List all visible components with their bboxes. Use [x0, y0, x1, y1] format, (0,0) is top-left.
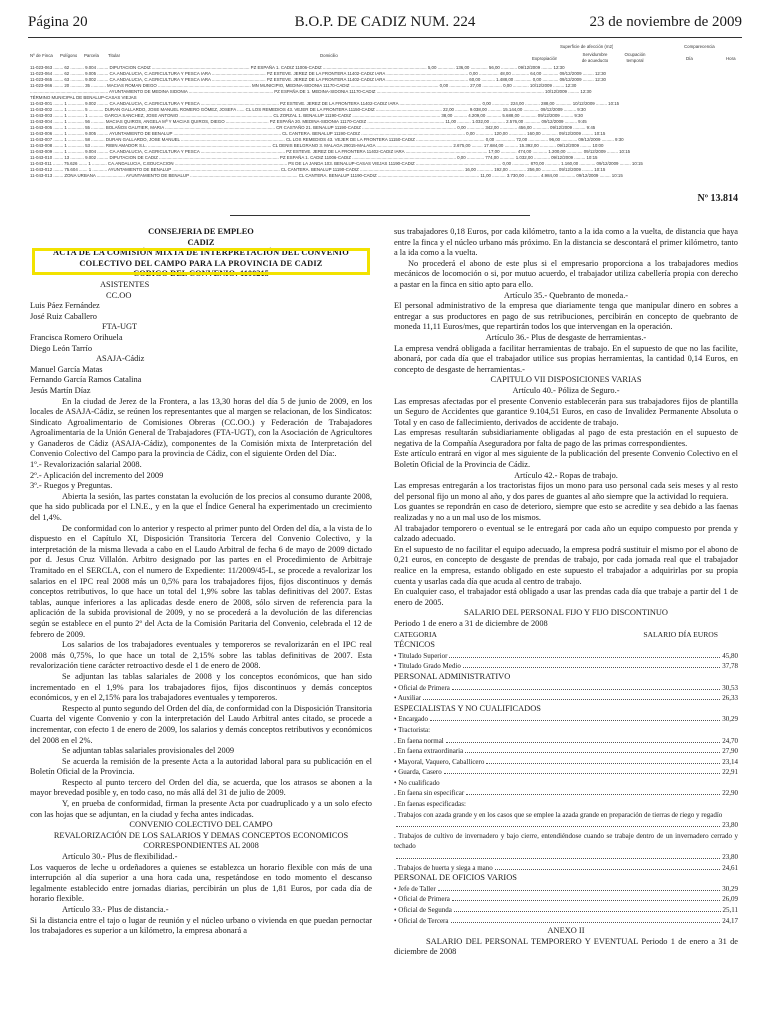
page-number: Página 20 — [28, 14, 88, 30]
table-row: 11-043-010 ........ 13 ........... 9.002 ......... DIPUTACION DE CADIZ .................................................................................................. PZ ESPAÑA 1. CADIZ 11006-CADIZ ..................................................................................... 0,00 .............. 774,00 ............ 1.032,00 ............. 09/12/2009 ......... 10:15 — [30, 155, 598, 160]
attendee: Fernando García Ramos Catalina — [30, 375, 142, 385]
paragraph: sus trabajadores 0,18 Euros, por cada kilómetro, tanto a la ida como a la vuelta, de distancia que haya entre la finca y el núcleo urbano más próximo. En la distancia se descontará el primer kilómetro, tanto a la ida como a la vuelta. — [394, 227, 738, 258]
table-row: 11-043-006 ........ 1 ............. 9.005 ......... AYUNTAMIENTO DE BENALUP ........................................................................................ CL CANTERA. BENALUP 11190-CADIZ ..................................................................................... 0,00 .............. 120,00 .............. 160,00 ............. 09/12/2009 ......... 10:15 — [30, 131, 606, 136]
table-row: 11-043-012 ........ 75.604 ....... 1 ............ AYUNTAMIENTO DE BENALUP ........................................................................................ CL CANTERA. BENALUP 11190-CADIZ ..................................................................................... 16,00 ............. 192,00 .............. 256,00 ............. 09/12/2009 ......... 10:15 — [30, 167, 606, 172]
salary-row: • Oficial de Primera 26,09 — [394, 895, 738, 904]
col-header: Parcela — [84, 53, 99, 58]
agenda-item: 3º.- Ruegos y Preguntas. — [30, 481, 113, 491]
paragraph: Los guantes se repondrán en caso de deterioro, siempre que esto se acredite y sea debido a las faenas realizadas y no a un mal uso de los mismos. — [394, 502, 738, 523]
agenda-item: 2º.- Aplicación del incremento del 2009 — [30, 470, 164, 480]
chapter-heading: CAPITULO VII DISPOSICIONES VARIAS — [490, 375, 642, 385]
salary-row: . En faena normal 24,70 — [394, 736, 738, 745]
attendee: Diego León Tarrío — [30, 343, 93, 353]
period-text: Periodo 1 de enero a 31 de diciembre de 2008 — [394, 618, 548, 628]
bulletin-date: 23 de noviembre de 2009 — [589, 14, 742, 30]
table-row: 11-043-002 ........ 1 ............. 5 ............ DURAN GALLARDO, JOSE MANUEL ROMERO GÓMEZ, JOSEFA ...... CL LOS REMEDIOS 43. VEJER DE LA FRONTERA 11150-CADIZ ...................................................... 22,00 ........... 9.038,00 ........... 15.144,00 ............. 09/12/2009 .......... 9:30 — [30, 107, 586, 112]
article-heading: Artículo 36.- Plus de desgaste de herramientas.- — [485, 332, 647, 342]
salary-row: . Trabajos de huerta y siega a mano 24,61 — [394, 863, 738, 872]
col-header: Hora — [726, 56, 736, 61]
table-row: 11-043-003 ........ 1 ............. 1 ............ GARCIA SANCHEZ, JOSE ANTONIO ............................................................................ CL ZORZAL 1. BENALUP 11190-CADIZ ........................................................................ 38,00 ........... 4.209,00 ............ 5.688,00 ............. 09/12/2009 .......... 9:30 — [30, 113, 583, 118]
subcategory: . En faenas especificadas: — [394, 800, 466, 809]
paragraph: En la ciudad de Jerez de la Frontera, a las 13,30 horas del día 5 de junio de 2009, en los locales de ASAJA-Cádiz, se reúnen los representantes que al margen se relacionan, de los Sindicatos: Sindicato Agroalimentario de Comisiones Obreras (CC.OO.) y Federación de Trabajadores Agroalimentaria de la Unión General de Trabajadores (FTA-UGT), con la Asociación de Agricultores y Ganaderos de Cádiz (ASAJA-Cádiz), componentes de la Comisión mixta de Interpretación del Convenio Colectivo del Campo para la provincia de Cádiz, con el siguiente Orden del Día:. — [30, 396, 372, 459]
paragraph: Respecto al punto segundo del Orden del día, de conformidad con la Disposición Transitoria Cuarta del vigente Convenio y con la interpretación del Laudo Arbitral antes citado, se procede a incrementar, con efecto 1 de enero de 2009, los salarios y demás conceptos retributivos y económicos del 2008 en el 2%. — [30, 703, 372, 745]
col-header: Servidumbre de acueducto — [581, 52, 609, 64]
right-column — [394, 227, 738, 958]
article-heading: Artículo 35.- Quebranto de moneda.- — [503, 290, 629, 300]
header-rule — [28, 37, 742, 38]
category-header: CATEGORIA — [394, 629, 438, 639]
salary-row: • Auxiliar 26,33 — [394, 694, 738, 703]
table-row: 11-043-005 ........ 1 ............. 55 ........... BOLAÑOS GAUTIER, MARIA .......................................................................................... CR CASTAÑO 21. BENALUP 11190-CADIZ ............................................................................. 0,00 .............. 342,00 .............. 456,00 ............. 09/12/2009 .......... 9:45 — [30, 125, 596, 130]
acta-title-2: COLECTIVO DEL CAMPO PARA LA PROVINCIA DE CADIZ — [79, 258, 323, 268]
salary-row: 23,80 — [394, 820, 738, 831]
table-row: 11-043-013 ........ ZONA URBANA ....................... AYUNTAMIENTO DE BENALUP ........................................................................................ CL CANTERA. BENALUP 11190-CADIZ ................................................................................... 11,00 ........... 3.730,00 ............ 4.984,00 ............. 09/12/2009 ......... 10:15 — [30, 173, 623, 178]
table-row: 11-043-004 ........ 1 ............. 56 ........... MACIAS QUIROS, ANGELA Mª Y MACIAS QUIROS, DIEGO ................................... PZ ESPAÑA 20. MEDINA-SIDONIA 11170-CADIZ ............................................................... 11,00 ........... 1.032,00 ............ 2.576,00 ............. 09/12/2009 .......... 9:45 — [30, 119, 587, 124]
paragraph: Abierta la sesión, las partes constatan la evolución de los precios al consumo durante 2008, que ha sido publicada por el I.N.E., y en la que el Índice General ha experimentado un crecimiento del 1,4%. — [30, 491, 372, 523]
table-row: 11-023-064 ........ 62 ........... 9.005 ......... CA.ANDALUCIA, C.AGRICULTURA Y PESCA IARA ............................................ PZ ESTEVE. JEREZ DE LA FRONTERA 11402-CADIZ IARA ................................................................... 0,00 ................ 48,00 .............. 64,00 ............. 09/12/2009 ......... 12:30 — [30, 71, 606, 76]
col-header: Ocupación temporal — [624, 52, 646, 64]
salary-heading: SALARIO DEL PERSONAL FIJO Y FIJO DISCONTINUO — [464, 608, 668, 618]
article-heading: Artículo 33.- Plus de distancia.- — [62, 905, 169, 914]
paragraph: El personal administrativo de la empresa que diariamente tenga que manipular dinero en sobres a entregar a sus productores en pago de sus retribuciones, percibirán en concepto de quebranto de moneda 11,11 Euros/mes, que repartirán todos los que intervengan en la operación. — [394, 301, 738, 332]
section-separator — [230, 215, 530, 216]
table-row: 11-043-007 ........ 1 ............. 58 ........... DURAN GALLARDO, JOSE MANUEL ..................................................................................... CL LOS REMEDIOS 43. VEJER DE LA FRONTERA 11150-CADIZ ........................................................ 0,00 ................ 72,00 ................ 96,00 ............. 09/12/2009 .......... 9:30 — [30, 137, 624, 142]
col-header: Polígono — [60, 53, 78, 58]
paragraph: Las empresas entregarán a los tractoristas fijos un mono para uso personal cada seis meses y al resto del personal fijo un mono al año, y dos pares de guantes al año siempre que la actividad lo requiera. — [394, 481, 738, 501]
announcement-number: Nº 13.814 — [697, 193, 738, 204]
salary-row: • Titulado Superior 45,80 — [394, 651, 738, 660]
table-row: 11-043-011 ........ 75.626 ....... 1 ............ CA.ANDALUCIA, C.EDUCACION ............................................................................................ PS DE LA JANDA 103. BENALUP-CASAS VIEJAS 11190-CADIZ ...................................................................... 0,00 .............. 870,00 ............ 1.160,00 ............. 09/12/2009 ......... 10:15 — [30, 161, 643, 166]
subcategory: • No cualificado — [394, 778, 440, 787]
union-name: ASAJA-Cádiz — [96, 354, 145, 364]
category-group: TÉCNICOS — [394, 640, 435, 650]
col-header: Día — [686, 56, 693, 61]
salary-row-desc: . Trabajos de cultivo de invernadero y bajo cierre, entendiéndose cuando se trabaje dentro de un invernadero cerrado y techado — [394, 831, 738, 851]
category-group: PERSONAL ADMINISTRATIVO — [394, 671, 511, 681]
paragraph: Los salarios de los trabajadores eventuales y temporeros se revalorizarán en el IPC real 2008 más 0,75%, lo que hace un total de 2,15% sobre las tablas definitivas de 2007. Esta revalorización tiene carácter retroactivo desde el 1 de enero de 2008. — [30, 640, 372, 671]
table-group-header: Superficie de afección (m2) — [560, 44, 614, 49]
paragraph: De conformidad con lo anterior y respecto al primer punto del Orden del día, a la vista de lo dispuesto en el Capítulo XI, Disposición Transitoria Tercera del Convenio Colectivo, y la interpretación de la misma llevada a cabo en el Laudo Arbitral de fecha 6 de mayo de 2009 dictado por d. Jesus Cruz Villalón. Arbitro designado por las partes en el Procedimiento de Arbitraje Tramitado en el SERCLA, con el numero de Expediente: 11/2009/45-L, se procede a revalorizar los salarios en el IPC real 2008 más un 0,5% para los trabajadores fijos, fijos discontinuos y demás conceptos retributivos, lo que hace un total del 1,9% sobre las tablas definitivas del 2007. Estas tablas, aunque inferiores a las aplicadas desde enero de 2008, sólo sirven de referencia para la aplicación de la subida provisional de 2009, y no se procederá a la devolución de las diferencias según se establece en el punto 2º del Acta de la Comisión Paritaria del Convenio, celebrada el 12 de febrero de 2009. — [30, 523, 372, 639]
category-group: PERSONAL DE OFICIOS VARIOS — [394, 873, 517, 883]
attendees-heading: ASISTENTES — [100, 279, 150, 289]
convenio-code: CODIGO DEL CONVENIO: 1100215 — [133, 269, 269, 279]
left-column — [30, 227, 372, 937]
paragraph: Se adjuntan las tablas salariales de 2008 y los conceptos económicos, que han sido incrementado en el 1,9% para los trabajadores fijos, fijos discontinuos y demás conceptos económicos, y en el 2,15% para los trabajadores eventuales y temporeros. — [30, 671, 372, 703]
municipality-heading: TÉRMINO MUNICIPAL DE BENALUP-CASAS VIEJAS — [30, 95, 137, 100]
bulletin-title: B.O.P. DE CADIZ NUM. 224 — [294, 14, 476, 30]
paragraph: La empresa vendrá obligada a facilitar herramientas de trabajo. En el supuesto de que no las facilite, abonará, por cada día que el trabajador utilice sus propias herramientas, la cantidad 0,14 Euros, en concepto de desgaste de herramientas.- — [394, 343, 738, 374]
col-header: Nº de Finca — [30, 53, 53, 58]
attendee: Jesús Martín Díaz — [30, 385, 91, 395]
agenda-item: 1º.- Revalorización salarial 2008. — [30, 460, 142, 470]
salary-row: . En faena sin especificar 22,90 — [394, 789, 738, 798]
col-header: Titular — [108, 53, 121, 58]
paragraph: En el supuesto de no facilitar el equipo adecuado, la empresa podrá sustituir el mismo por el abono de 0,21 euros, en concepto de desgaste de prendas de trabajo, por cada jornada real que el trabajador realice en la empresa, estando obligado en este supuesto el trabajador a adquirirlas por su propia cuenta y usarlas cada día que acuda al centro de trabajo. — [394, 544, 738, 586]
paragraph: Los vaqueros de leche u ordeñadores a quienes se establezca un horario flexible con más de una interrupción al día superior a una hora cada una, respetándose en todo momento el descanso legalmente establecido entre jornadas diarias, percibirán un plus de 1,81 Euros, por cada día de horario flexible. — [30, 862, 372, 904]
union-name: FTA-UGT — [102, 322, 138, 332]
subcategory: • Tractorista: — [394, 725, 431, 734]
salary-row: • Jefe de Taller 30,29 — [394, 884, 738, 893]
salary-row-desc: . Trabajos con azada grande y en los casos que se emplee la azada grande en preparación de tierras de riego y regadío — [394, 810, 723, 819]
category-group: ESPECIALISTAS Y NO CUALIFICADOS — [394, 703, 541, 713]
revalorization-heading: REVALORIZACIÓN DE LOS SALARIOS Y DEMAS CONCEPTOS ECONOMICOS CORRESPONDIENTES AL 2008 — [53, 830, 349, 851]
convenio-heading: CONVENIO COLECTIVO DEL CAMPO — [129, 820, 273, 830]
paragraph: Este artículo entrará en vigor al mes siguiente de la publicación del presente Convenio Colectivo en el Boletín Oficial de la Provincia de Cádiz. — [394, 449, 738, 470]
salary-row: 23,80 — [394, 852, 738, 863]
table-row: 11-023-065 ........ 63 ........... 9.002 ......... CA.ANDALUCIA, C.AGRICULTURA Y PESCA IARA ............................................ PZ ESTEVE. JEREZ DE LA FRONTERA 11402-CADIZ IARA ................................................................... 60,00 ........... 1.488,00 .............. 0,00 ............. 09/12/2009 ......... 12:30 — [30, 77, 606, 82]
article-heading: Artículo 42.- Ropas de trabajo. — [514, 470, 618, 480]
attendee: Luis Páez Fernández — [30, 301, 100, 311]
table-row: 11-043-001 ........ 1 ............. 9.002 ......... CA.ANDALUCIA, C.AGRICULTURA Y PESCA ................................................................ PZ ESTEVE. JEREZ DE LA FRONTERA 11402-CADIZ IARA ................................................................... 0,00 .............. 224,00 ............ 288,00 ............. 10/12/2009 ......... 10:15 — [30, 101, 620, 106]
paragraph: Se adjuntan tablas salariales provisionales del 2009 — [62, 746, 235, 756]
table-row: 11-043-009 ........ 1 ............. 9.004 ......... CA.ANDALUCIA, C.AGRICULTURA Y PESCA ..................................................................... PZ ESTEVE. JEREZ DE LA FRONTERA 11402-CADIZ IARA ................................................................... 17,00 ............. 474,00 ............ 1.200,00 ............. 09/12/2009 ......... 10:15 — [30, 149, 631, 154]
attendee: José Ruiz Caballero — [30, 311, 97, 321]
salary-row: • Oficial de Segunda 25,11 — [394, 906, 738, 914]
col-header: Domicilio — [320, 53, 338, 58]
salary-row: • Oficial de Primera 30,53 — [394, 683, 738, 692]
article-heading: Artículo 30.- Plus de flexibilidad.- — [62, 852, 178, 862]
paragraph: Al trabajador temporero o eventual se le entregará por cada año un equipo compuesto por prenda y calzado adecuado. — [394, 523, 738, 544]
salary-row: • Titulado Grado Medio 37,78 — [394, 662, 738, 671]
paragraph: Respecto al punto tercero del Orden del día, se acuerda, que los atrasos se abonen a la mayor brevedad posible y, en todo caso, no más allá del 31 de julio de 2009. — [30, 777, 372, 798]
salary-row: • Encargado 30,29 — [394, 715, 738, 724]
paragraph: Las empresas resultarán subsidiariamente obligadas al pago de esta prestación en el supuesto de negativa de la Compañía Aseguradora por falta de pago de las primas correspondientes. — [394, 428, 738, 448]
section-subheading: CADIZ — [187, 237, 215, 247]
salary-table-header — [394, 630, 738, 641]
attendee: Manuel García Matas — [30, 364, 103, 374]
salary-heading-2: SALARIO DEL PERSONAL TEMPORERO Y EVENTUAL Periodo 1 de enero a 31 de diciembre de 2008 — [394, 936, 738, 957]
salary-row: • Guarda, Casero 22,91 — [394, 768, 738, 777]
salary-header: SALARIO DÍA EUROS — [643, 629, 718, 639]
highlight-box — [32, 248, 370, 275]
article-heading: Artículo 40.- Póliza de Seguro.- — [512, 385, 620, 395]
section-heading: CONSEJERIA DE EMPLEO — [148, 227, 254, 236]
salary-row: • Mayoral, Vaquero, Caballicero 23,14 — [394, 757, 738, 766]
page-header — [28, 14, 742, 36]
salary-row: . En faena extraordinaria 27,90 — [394, 747, 738, 756]
union-name: CC.OO — [106, 290, 132, 300]
acta-title: ACTA DE LA COMISIÓN MIXTA DE INTERPRETACIÓN DEL CONVENIO — [53, 248, 349, 258]
table-row: 11-023-066 ........ 20 ........... 35 ............ MACIAS ROMAN DIEGO ............................................................................ MN MUNICIPIO, MEDINA-SIDONIA 11170-CADIZ ........................................................................ 0,00 ................ 27,00 ................ 0,00 ............. 10/12/2009 ......... 12:30 — [30, 83, 577, 88]
attendee: Francisca Romero Orihuela — [30, 332, 123, 342]
paragraph: No procederá el abono de este plus si el empresario proporciona a los trabajadores medios mecánicos de locomoción o si, por mutuo acuerdo, el trabajador utiliza cabellería propia con derecho a pastar en la finca en sitio apto para ello. — [394, 258, 738, 289]
paragraph: Las empresas afectadas por el presente Convenio establecerán para sus trabajadores fijos de plantilla un Seguro de Accidentes que garantice 9.104,51 Euros, en caso de Invalidez Permanente Absoluta o Total y en caso de fallecimiento, derivados de accidente de trabajo. — [394, 396, 738, 427]
table-group-header: Comparecencia — [684, 44, 715, 49]
annex-heading: ANEXO II — [547, 926, 585, 936]
table-row: ................................................................ AYUNTAMIENTO DE MEDINA SIDONIA ..................................................................... PZ ESPAÑA DE 1. MEDINA-SIDONIA 11170-CADIZ ......................................................................................................................................... 10/12/2009 ......... 12:30 — [30, 89, 592, 94]
paragraph: En cualquier caso, el trabajador está obligado a usar las prendas cada día que trabaje a partir del 1 de enero de 2005. — [394, 587, 738, 607]
paragraph: Y, en prueba de conformidad, firman la presente Acta por cuadruplicado y a un solo efecto con las hojas que se adjuntan, en la ciudad y fecha antes indicadas. — [30, 799, 372, 819]
paragraph: Se acuerda la remisión de la presente Acta a la autoridad laboral para su publicación en el Boletín Oficial de la Provincia. — [30, 756, 372, 777]
paragraph: Si la distancia entre el tajo o lugar de reunión y el núcleo urbano o vivienda en que puedan pernoctar los trabajadores es superior a un kilómetro, la empresa abonará a — [30, 915, 372, 936]
table-row: 11-043-008 ........ 1 ............. 53 ........... RIBIN AMADOR S.L. ..................................................................................................... CL DENIS BELGRANO 3. MALAGA 29015-MALAGA .............................................................. 2.675,00 ......... 17.684,00 ........... 15.392,00 ............. 09/12/2009 ......... 10:00 — [30, 143, 604, 148]
table-row: 11-023-063 ........ 62 ........... 9.004 ......... DIPUTACION CADIZ ................................................................................ PZ ESPAÑA 1. CADIZ 11006-CADIZ ..................................................................................... 5,00 .............. 136,00 .............. 56,00 ............. 09/12/2009 ......... 12:30 — [30, 65, 565, 70]
col-header: Expropiación — [532, 56, 558, 61]
salary-row: • Oficial de Tercera 24,17 — [394, 916, 738, 925]
